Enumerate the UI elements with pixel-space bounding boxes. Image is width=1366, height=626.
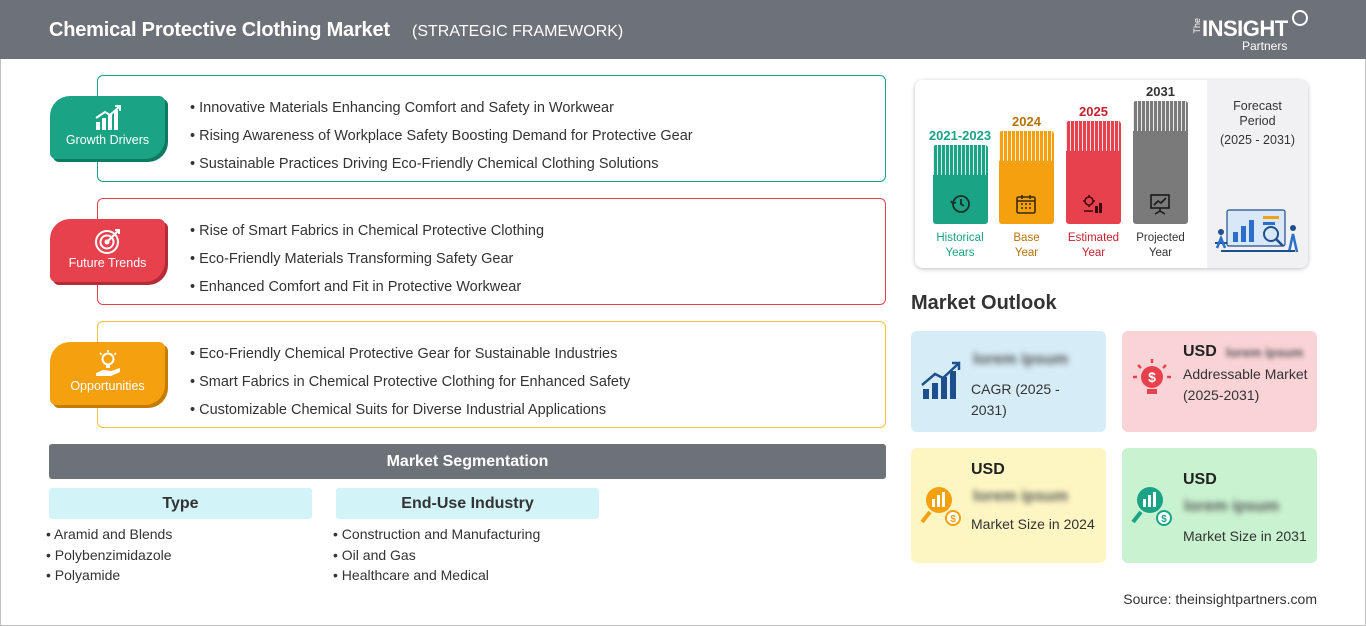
svg-text:$: $ [950, 514, 956, 525]
lightbulb-hand-icon [93, 350, 123, 378]
cagr-label: CAGR (2025 - 2031) [971, 381, 1060, 418]
forecast-panel [1207, 80, 1308, 268]
opportunities-box [97, 321, 886, 428]
market-outlook-title: Market Outlook [911, 292, 1057, 314]
growth-drivers-badge [50, 96, 165, 159]
opportunities-list [190, 340, 630, 424]
base-year: 2024 [1012, 114, 1041, 129]
size-2031-label: Market Size in 2031 [1183, 528, 1307, 544]
list-item: • Smart Fabrics in Chemical Protective Clothing for Enhanced Safety [190, 368, 630, 396]
insight-partners-logo[interactable] [1192, 12, 1312, 54]
header-bar [0, 0, 1366, 59]
projected-label-line1: Projected [1136, 232, 1185, 244]
cagr-card [911, 331, 1106, 432]
money-chart-icon [919, 484, 963, 528]
growth-drivers-list [190, 94, 693, 178]
bar-growth-icon [919, 359, 963, 403]
projection-board-icon [1148, 192, 1172, 216]
calendar-icon [1014, 192, 1038, 216]
market-size-2031-card [1122, 448, 1317, 563]
historical-label [924, 231, 996, 261]
projected-label-line2: Year [1148, 247, 1173, 259]
list-item: • Innovative Materials Enhancing Comfort and Safety in Workwear [190, 94, 693, 122]
list-item: • Construction and Manufacturing [333, 524, 540, 545]
size-2024-label: Market Size in 2024 [971, 516, 1095, 532]
end-use-list [333, 524, 540, 586]
list-item: • Oil and Gas [333, 545, 540, 566]
forecast-range: (2025 - 2031) [1219, 133, 1296, 147]
addressable-currency: USD [1183, 343, 1217, 360]
list-item: • Healthcare and Medical [333, 565, 540, 586]
list-item: • Sustainable Practices Driving Eco-Friendly Chemical Clothing Solutions [190, 150, 693, 178]
source-text: Source: theinsightpartners.com [1123, 591, 1317, 607]
svg-text:$: $ [1148, 369, 1156, 385]
cagr-value: lorem ipsum [973, 351, 1069, 368]
size-2031-value: lorem ipsum [1184, 498, 1280, 515]
opportunities-label: Opportunities [70, 379, 145, 393]
end-use-heading: End-Use Industry [336, 488, 599, 519]
market-segmentation-title: Market Segmentation [49, 444, 886, 479]
historical-label-line1: Historical [936, 232, 984, 244]
future-trends-badge [50, 219, 165, 282]
base-label-line1: Base [1013, 232, 1040, 244]
market-size-2024-card [911, 448, 1106, 563]
list-item: • Eco-Friendly Materials Transforming Safety Gear [190, 245, 544, 273]
projected-label [1128, 231, 1193, 261]
list-item: • Customizable Chemical Suits for Diverse Industrial Applications [190, 396, 630, 424]
estimated-label-line2: Year [1081, 247, 1106, 259]
future-trends-list [190, 217, 544, 301]
analytics-dashboard-icon [1211, 202, 1303, 258]
type-heading: Type [49, 488, 312, 519]
projected-bar [1133, 101, 1188, 224]
target-icon [93, 227, 123, 255]
settings-chart-icon [1081, 192, 1105, 216]
logo-the: The [1192, 18, 1202, 34]
list-item: • Rise of Smart Fabrics in Chemical Protective Clothing [190, 217, 544, 245]
size-2024-value: lorem ipsum [973, 488, 1069, 505]
estimated-bar [1066, 121, 1121, 224]
estimated-year: 2025 [1079, 104, 1108, 119]
size-2024-currency: USD [971, 461, 1005, 478]
addressable-value: lorem ipsum [1226, 345, 1304, 360]
page-subtitle: (STRATEGIC FRAMEWORK) [412, 23, 624, 40]
list-item: • Eco-Friendly Chemical Protective Gear for Sustainable Industries [190, 340, 630, 368]
page-title: Chemical Protective Clothing Market [49, 19, 390, 41]
list-item: • Polyamide [46, 565, 172, 586]
growth-drivers-label: Growth Drivers [65, 133, 150, 147]
projected-year: 2031 [1146, 84, 1175, 99]
svg-text:$: $ [1161, 514, 1167, 525]
growth-chart-icon [93, 104, 123, 132]
base-label [999, 231, 1054, 261]
addressable-label: Addressable Market (2025-2031) [1183, 366, 1308, 403]
estimated-label [1061, 231, 1126, 261]
addressable-market-card [1122, 331, 1317, 432]
historical-year: 2021-2023 [928, 128, 992, 143]
logo-insight: INSIGHT [1202, 16, 1288, 41]
forecast-title: Forecast Period [1233, 99, 1282, 128]
historical-label-line2: Years [945, 247, 975, 259]
estimated-label-line1: Estimated [1067, 232, 1120, 244]
base-label-line2: Year [1014, 247, 1039, 259]
base-bar [999, 131, 1054, 224]
type-list [46, 524, 172, 586]
idea-dollar-icon [1130, 357, 1174, 401]
list-item: • Polybenzimidazole [46, 545, 172, 566]
money-growth-icon [1130, 484, 1174, 528]
list-item: • Rising Awareness of Workplace Safety Boosting Demand for Protective Gear [190, 122, 693, 150]
logo-partners: Partners [1242, 39, 1288, 53]
growth-drivers-box [97, 75, 886, 182]
historical-bar [933, 145, 988, 224]
size-2031-currency: USD [1183, 471, 1217, 488]
list-item: • Aramid and Blends [46, 524, 172, 545]
opportunities-badge [50, 342, 165, 405]
future-trends-box [97, 198, 886, 305]
history-clock-icon [948, 192, 972, 216]
list-item: • Enhanced Comfort and Fit in Protective Workwear [190, 273, 544, 301]
logo-ring-icon [1292, 10, 1308, 26]
future-trends-label: Future Trends [68, 256, 147, 270]
